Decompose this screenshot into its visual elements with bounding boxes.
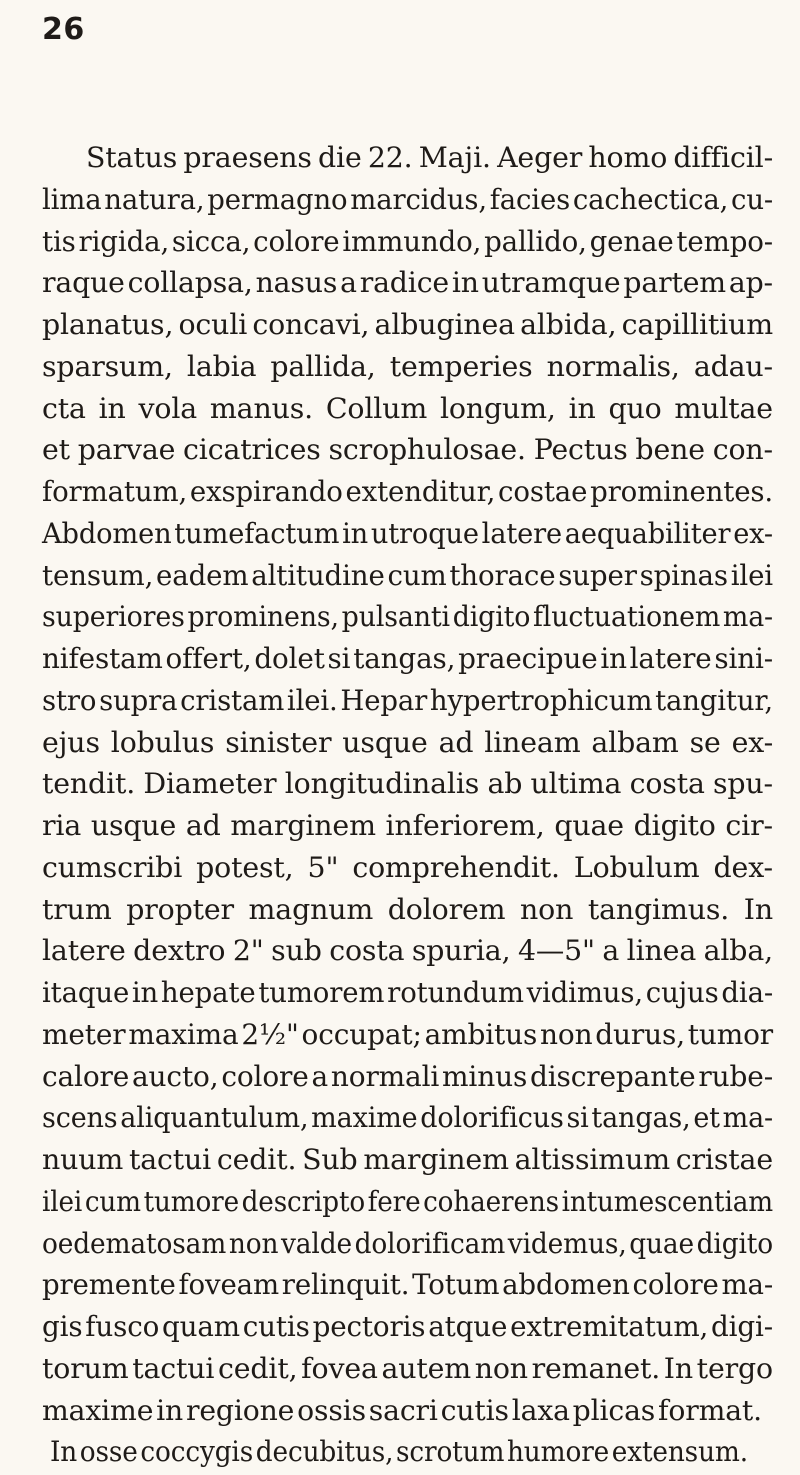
text-line-content: gis fusco quam cutis pectoris atque extremitatum, digi- [42,1310,774,1343]
text-line-content: maxime in regione ossis sacri cutis laxa plicas format. [42,1394,762,1427]
text-line [0,887,800,933]
text-line-content: Abdomen tumefactum in utroque latere aequabiliter ex- [42,517,774,550]
text-line [0,386,800,432]
text-line [0,970,800,1016]
text-line [0,135,800,181]
text-line [0,219,800,265]
text-line-content: raque collapsa, nasus a radice in utramque partem ap- [42,266,773,299]
text-line-content: oedematosam non valde dolorificam videmus, quae digito [42,1227,774,1260]
text-line-content: ejus lobulus sinister usque ad lineam albam se ex- [42,726,774,759]
text-line [0,928,800,974]
text-line [0,427,800,473]
text-line [0,803,800,849]
text-line [0,260,800,306]
text-line-content: itaque in hepate tumorem rotundum vidimus, cujus dia- [42,976,774,1009]
text-line [0,761,800,807]
text-line [0,302,800,348]
page-number: 26 [42,12,85,47]
text-line-content: tendit. Diameter longitudinalis ab ultima costa spu- [42,767,774,800]
text-line-content: tensum, eadem altitudine cum thorace super spinas ilei [42,559,774,592]
text-line [0,553,800,599]
text-line [0,344,800,390]
text-line [0,177,800,223]
text-line-content: latere dextro 2" sub costa spuria, 4—5" a linea alba, [42,934,773,967]
text-line [0,1012,800,1058]
text-line [0,845,800,891]
text-line-content: meter maxima 2½" occupat; ambitus non durus, tumor [42,1018,774,1051]
text-line-content: ilei cum tumore descripto fere cohaerens intumescentiam [42,1185,773,1218]
text-line [0,636,800,682]
text-line [0,1221,800,1267]
text-line-content: nuum tactui cedit. Sub marginem altissimum cristae [42,1143,773,1176]
text-line [0,1054,800,1100]
text-line [0,1095,800,1141]
text-line-content: Status praesens die 22. Maji. Aeger homo difficil- [86,141,774,174]
text-line-content: tis rigida, sicca, colore immundo, pallido, genae tempo- [42,225,773,258]
text-line-content: formatum, exspirando extenditur, costae prominentes. [42,475,774,508]
text-line-content: ria usque ad marginem inferiorem, quae digito cir- [42,809,773,842]
text-line-content: lima natura, permagno marcidus, facies cachectica, cu- [42,183,774,216]
text-line-content: nifestam offert, dolet si tangas, praecipue in latere sini- [42,642,774,675]
text-line-content: cumscribi potest, 5" comprehendit. Lobulum dex- [42,851,773,884]
text-line-content: stro supra cristam ilei. Hepar hypertrophicum tangitur, [42,684,773,717]
text-line [0,678,800,724]
text-line [0,594,800,640]
text-line-content: In osse coccygis decubitus, scrotum humore extensum. [50,1435,748,1468]
text-line-content: cta in vola manus. Collum longum, in quo multae [42,392,773,425]
text-line [0,1304,800,1350]
text-line [0,511,800,557]
text-line [0,720,800,766]
text-line [0,1346,800,1392]
text-line [0,1137,800,1183]
text-line [0,1429,800,1475]
text-line [0,469,800,515]
text-line-content: premente foveam relinquit. Totum abdomen colore ma- [42,1268,774,1301]
text-line-content: trum propter magnum dolorem non tangimus. In [42,893,773,926]
text-line [0,1262,800,1308]
text-line-content: scens aliquantulum, maxime dolorificus si tangas, et ma- [42,1101,774,1134]
text-line-content: sparsum, labia pallida, temperies normalis, adau- [42,350,774,383]
text-line [0,1179,800,1225]
text-line-content: et parvae cicatrices scrophulosae. Pectus bene con- [42,433,773,466]
text-line-content: calore aucto, colore a normali minus discrepante rube- [42,1060,774,1093]
text-line [0,1388,800,1434]
text-line-content: superiores prominens, pulsanti digito fluctuationem ma- [42,600,773,633]
text-line-content: planatus, oculi concavi, albuginea albida, capillitium [42,308,773,341]
text-line-content: torum tactui cedit, fovea autem non remanet. In tergo [42,1352,773,1385]
